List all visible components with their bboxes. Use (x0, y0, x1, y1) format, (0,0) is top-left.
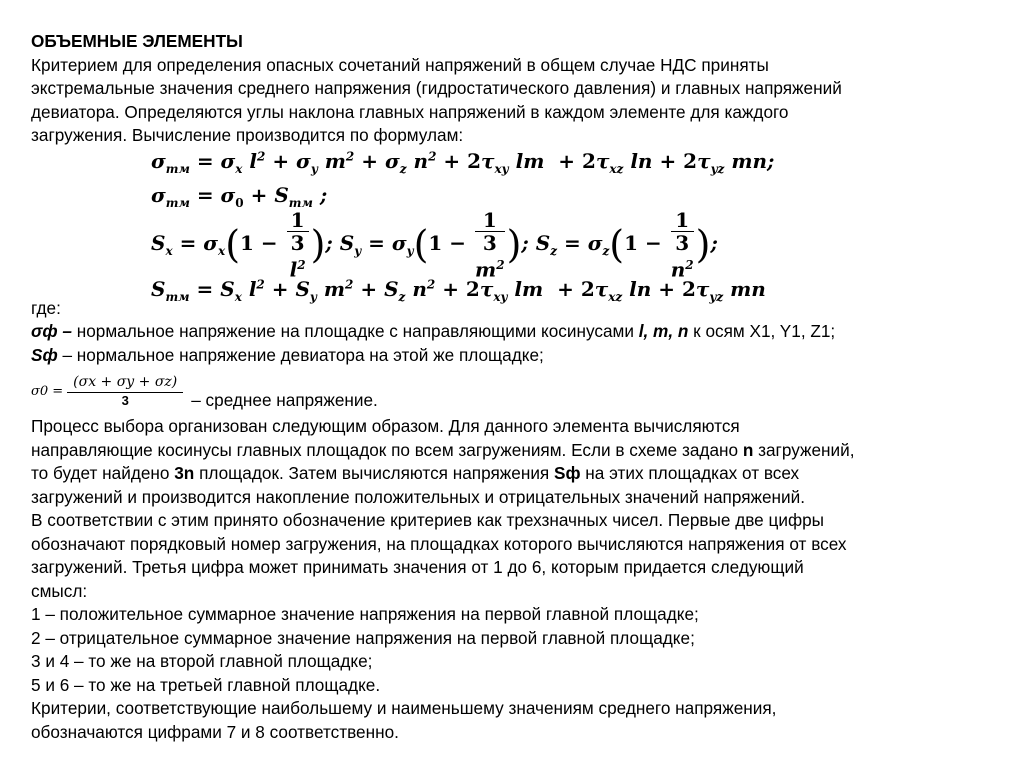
s-f-text: – нормальное напряжение девиатора на этой же площадке; (57, 344, 544, 365)
s-f-symbol: Sф (31, 344, 58, 365)
formula-s-tm: $S_{тм} = S_x$ $l^2 + S_y$ $m^2 + S_z$ $n^2 + 2\tau_{xy}$ lm + $2\tau_{xz}$ $\ln + 2\tau_{yz}$ mn (151, 276, 766, 304)
load-count-n: n (742, 439, 754, 460)
formula-block (31, 148, 1006, 304)
intro-line-4: загружения. Вычисление производится по формулам: (31, 125, 464, 145)
criteria-line-1: В соответствии с этим принято обозначение критериев как трехзначных чисел. Первые две цифры (31, 510, 825, 530)
definition-s-f (31, 344, 1006, 368)
process-line-3c: площадок. Затем вычисляются напряжения (194, 463, 555, 483)
criteria-line-2: обозначают порядковый номер загружения, на площадках которого вычисляются напряжения от всех (31, 533, 847, 554)
formula-sigma-tm: $\sigma_{тм} = \sigma_x$ $l^2 + \sigma_y$ $m^2 + \sigma_z$ $n^2 + 2\tau_{xy}$ lm + $2\tau_{xz}$ $\ln + 2\tau_{yz}$ mn; (151, 148, 775, 176)
sigma0-denominator: 3 (121, 393, 129, 408)
criteria-item-1: 1 – положительное суммарное значение напряжения на первой главной площадке; (31, 604, 699, 624)
formula-sigma-tm-sum: $\sigma_{тм} = \sigma_0 + S_{тм}$ ; (151, 182, 328, 210)
process-line-2a: направляющие косинусы главных площадок по всем загружениям. Если в схеме задано (31, 439, 743, 460)
sigma-f-text-a: нормальное напряжение на площадке с направляющими косинусами (71, 321, 639, 341)
where-label: где: (31, 297, 61, 318)
criteria-line-10: обозначаются цифрами 7 и 8 соответственно. (31, 721, 399, 742)
plane-count-3n: 3n (174, 463, 195, 483)
process-line-3e: на этих площадках от всех (580, 463, 800, 483)
intro-line-1: Критерием для определения опасных сочетаний напряжений в общем случае НДС приняты (31, 54, 769, 75)
process-line-3 (31, 462, 1006, 486)
process-line-2c: загружений, (753, 439, 855, 460)
sigma-f-symbol: σф – (31, 321, 72, 341)
criteria-line-9: Критерии, соответствующие наибольшему и наименьшему значениям среднего напряжения, (31, 698, 777, 718)
process-line-3a: то будет найдено (31, 463, 175, 483)
process-line-4: загружений и производится накопление положительных и отрицательных значений напряжений. (31, 486, 806, 507)
direction-cosines: l, m, n (638, 321, 689, 341)
definition-sigma-f (31, 320, 1006, 344)
document-page (31, 30, 1006, 744)
process-line-1: Процесс выбора организован следующим образом. Для данного элемента вычисляются (31, 416, 740, 436)
intro-line-3: девиатора. Определяются углы наклона главных напряжений в каждом элементе для каждого (31, 101, 789, 122)
sigma0-definition (31, 367, 1006, 415)
criteria-item-2: 2 – отрицательное суммарное значение напряжения на первой главной площадке; (31, 627, 695, 648)
process-line-2 (31, 439, 1006, 463)
section-heading: ОБЪЕМНЫЕ ЭЛЕМЕНТЫ (31, 31, 243, 51)
criteria-item-5-6: 5 и 6 – то же на третьей главной площадке. (31, 674, 381, 695)
stress-sf: Sф (554, 463, 581, 483)
criteria-item-3-4: 3 и 4 – то же на второй главной площадке; (31, 651, 373, 671)
sigma0-fraction (67, 374, 183, 408)
sigma0-numerator: (σx + σy + σz) (67, 374, 183, 393)
sigma0-text: – среднее напряжение. (191, 390, 378, 411)
sigma-f-text-b: к осям X1, Y1, Z1; (688, 321, 836, 341)
criteria-line-4: смысл: (31, 580, 88, 601)
sigma0-lhs: σ0 = (31, 383, 64, 399)
intro-line-2: экстремальные значения среднего напряжения (гидростатического давления) и главных напряжений (31, 78, 842, 98)
formula-deviator-components: $S_x = \sigma_x(1$ − 1 3 $l^2$ ); $S_y = \sigma_y(1$ − 1 3 $m^2$ ); $S_z = \sigma_z(1$ − 1 3 $n^2$ ); (151, 207, 718, 282)
criteria-line-3: загружений. Третья цифра может принимать значения от 1 до 6, которым придается следующий (31, 557, 804, 577)
